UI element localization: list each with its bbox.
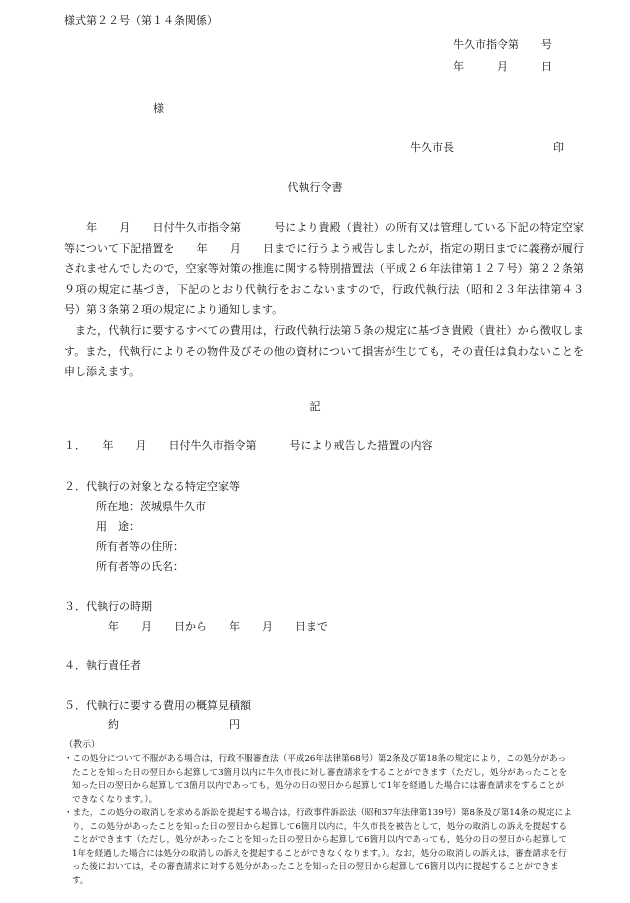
item-3-heading: ３．代執行の時期 <box>64 600 152 613</box>
item-2-location: 所在地：茨城県牛久市 <box>96 500 206 513</box>
document-number: 牛久市指令第 号 <box>453 38 552 51</box>
notice-note-1: ・この処分について不服がある場合は，行政不服審査法（平成26年法律第68号）第2条及び第18条の規定により，この処分があったことを知った日の翌日から起算して3箇月以内に牛久市長に対し審査請求をすることができます（ただし，処分があったことを知った日の翌日から起算して3箇月以内であっても，処分の日の翌日から起算して1年を経過した場合には審査請求をすることができなくなります。）。 <box>64 754 568 805</box>
ki-heading: 記 <box>309 400 321 413</box>
item-2-heading: ２．代執行の対象となる特定空家等 <box>64 480 240 493</box>
body-paragraph-1: 年 月 日付牛久市指令第 号により貴殿（貴社）の所有又は管理している下記の特定空家等について下記措置を 年 月 日までに行うよう戒告しましたが，指定の期日までに義務が履行されませんでしたので，空家等対策の推進に関する特別措置法（平成２６年法律第１２７号）第２２条第９項の規定に基づき，下記のとおり代執行をおこないますので，行政代執行法（昭和２３年法律第４３号）第３条第２項の規定により通知します。 <box>64 221 584 317</box>
body-paragraph-2: また，代執行に要するすべての費用は，行政代執行法第５条の規定に基づき貴殿（貴社）から徴収します。また，代執行によりその物件及びその他の資材について損害が生じても，その責任は負わないことを申し添えます。 <box>64 323 584 379</box>
document-title: 代執行令書 <box>287 181 343 194</box>
notice-label: （教示） <box>64 740 101 750</box>
item-5-heading: ５．代執行に要する費用の概算見積額 <box>64 699 251 712</box>
item-5-amount: 約 円 <box>108 718 240 731</box>
form-number: 様式第２２号（第１４条関係） <box>64 14 218 27</box>
addressee: 様 <box>153 102 164 115</box>
notice-notes <box>64 753 572 888</box>
sender: 牛久市長 印 <box>410 141 564 154</box>
item-1: １． 年 月 日付牛久市指令第 号により戒告した措置の内容 <box>64 439 433 452</box>
body-text <box>64 218 584 383</box>
item-2-use: 用 途： <box>96 520 140 533</box>
item-3-period: 年 月 日から 年 月 日まで <box>108 620 328 633</box>
notice-note-2: ・また，この処分の取消しを求める訴訟を提起する場合は，行政事件訴訟法（昭和37年法律第139号）第8条及び第14条の規定により，この処分があったことを知った日の翌日から起算して6箇月以内に，牛久市長を被告として，処分の取消しの訴えを提起することができます（ただし，処分があったことを知った日の翌日から起算して6箇月以内であっても，処分の日の翌日から起算して1年を経過した場合には処分の取消しの訴えを提起することができなくなります。）。なお，処分の取消しの訴えは，審査請求を行った後においては，その審査請求に対する処分があったことを知った日の翌日から起算して6箇月以内に提起することができます。 <box>64 808 572 886</box>
item-4: ４．執行責任者 <box>64 659 141 672</box>
document-date: 年 月 日 <box>453 60 552 73</box>
item-2-owner-name: 所有者等の氏名： <box>96 560 184 573</box>
item-2-owner-address: 所有者等の住所： <box>96 540 184 553</box>
